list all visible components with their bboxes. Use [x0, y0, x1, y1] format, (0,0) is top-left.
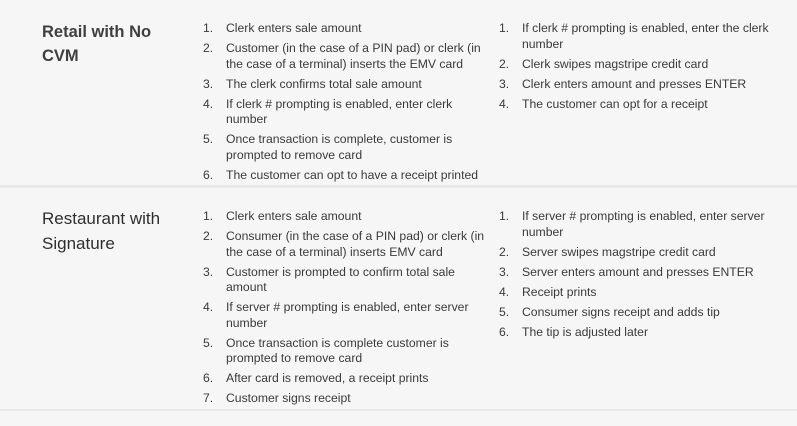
step-text: Consumer signs receipt and adds tip — [522, 304, 720, 319]
step-number: 5. — [203, 132, 214, 146]
list-item — [203, 209, 488, 225]
magstripe-steps-list — [499, 209, 769, 345]
step-number: 7. — [203, 391, 214, 405]
step-text: The customer can opt to have a receipt printed — [226, 167, 479, 182]
list-item — [203, 97, 488, 128]
list-item — [499, 77, 769, 93]
step-text: The clerk confirms total sale amount — [226, 76, 422, 91]
step-number: 1. — [203, 21, 214, 35]
step-text: Clerk enters sale amount — [226, 21, 362, 35]
step-number: 5. — [203, 335, 214, 350]
step-number: 4. — [499, 284, 510, 299]
step-number: 3. — [499, 264, 510, 279]
list-item — [203, 77, 488, 93]
step-text: The customer can opt for a receipt — [522, 96, 708, 111]
list-item — [203, 371, 488, 387]
row-title: Retail with No CVM — [42, 23, 152, 65]
row-title: Restaurant with Signature — [42, 209, 161, 253]
list-item — [499, 285, 769, 301]
emv-steps-list — [203, 21, 488, 188]
step-text: Server enters amount and presses ENTER — [522, 264, 754, 279]
step-text: If clerk # prompting is enabled, enter clerk number — [226, 96, 453, 126]
step-text: The tip is adjusted later — [522, 324, 649, 339]
step-number: 6. — [203, 371, 214, 385]
step-text: Once transaction is complete customer is prompted to remove card — [226, 335, 449, 365]
list-item — [203, 132, 488, 163]
list-item — [499, 97, 769, 113]
list-item — [203, 168, 488, 184]
list-item — [499, 325, 769, 341]
step-text: If clerk # prompting is enabled, enter the clerk number — [522, 21, 769, 51]
step-number: 1. — [203, 209, 214, 223]
step-text: Clerk enters sale amount — [226, 209, 362, 223]
magstripe-steps-list — [499, 21, 769, 117]
list-item — [203, 41, 488, 72]
list-item — [203, 300, 488, 331]
step-text: Customer (in the case of a PIN pad) or clerk (in the case of a terminal) inserts the EMV card — [226, 41, 481, 71]
step-text: If server # prompting is enabled, enter server number — [226, 300, 469, 330]
step-number: 6. — [203, 167, 214, 182]
step-number: 5. — [499, 304, 510, 319]
emv-steps-list — [203, 209, 488, 411]
step-text: After card is removed, a receipt prints — [226, 371, 429, 385]
list-item — [499, 305, 769, 321]
step-number: 4. — [203, 300, 214, 314]
step-text: Once transaction is complete, customer is prompted to remove card — [226, 132, 453, 162]
list-item — [203, 229, 488, 260]
step-number: 2. — [499, 244, 510, 259]
list-item — [499, 209, 769, 240]
step-number: 1. — [499, 21, 510, 35]
step-text: Receipt prints — [522, 284, 597, 299]
step-number: 3. — [499, 76, 510, 91]
step-number: 1. — [499, 209, 510, 223]
table-row-restaurant-signature — [0, 188, 797, 409]
step-text: Consumer (in the case of a PIN pad) or clerk (in the case of a terminal) inserts EMV card — [226, 229, 485, 259]
table-row-partial — [0, 411, 797, 426]
step-text: If server # prompting is enabled, enter server number — [522, 209, 765, 239]
list-item — [203, 336, 488, 367]
step-number: 2. — [499, 56, 510, 71]
step-number: 4. — [499, 96, 510, 111]
step-number: 3. — [203, 76, 214, 91]
list-item — [499, 57, 769, 73]
step-text: Customer signs receipt — [226, 391, 351, 405]
step-text: Server swipes magstripe credit card — [522, 244, 716, 259]
step-text: Clerk enters amount and presses ENTER — [522, 76, 747, 91]
list-item — [499, 265, 769, 281]
list-item — [499, 245, 769, 261]
table-row-retail-no-cvm — [0, 0, 797, 185]
step-number: 2. — [203, 41, 214, 55]
step-number: 4. — [203, 96, 214, 111]
list-item — [499, 21, 769, 52]
list-item — [203, 391, 488, 407]
list-item — [203, 265, 488, 296]
step-text: Customer is prompted to confirm total sale amount — [226, 264, 455, 294]
step-text: Clerk swipes magstripe credit card — [522, 56, 709, 71]
step-number: 3. — [203, 264, 214, 279]
list-item — [203, 21, 488, 37]
step-number: 2. — [203, 229, 214, 243]
step-number: 6. — [499, 324, 510, 339]
